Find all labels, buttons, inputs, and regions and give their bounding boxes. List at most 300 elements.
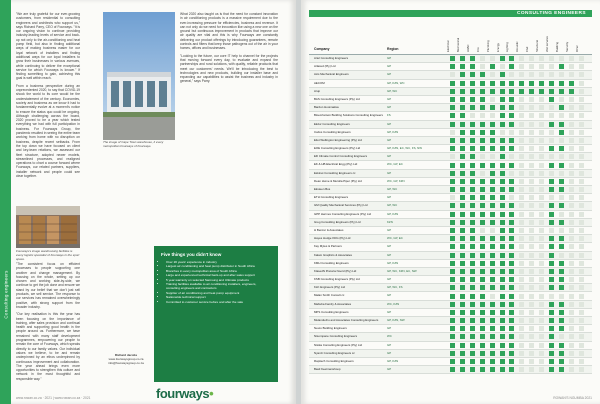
service-marker-filled xyxy=(509,367,514,372)
service-marker-empty xyxy=(569,56,574,61)
service-marker-empty xyxy=(549,64,554,69)
service-marker-empty xyxy=(529,343,534,348)
service-marker-filled xyxy=(470,236,475,241)
service-marker-filled xyxy=(559,269,564,274)
service-marker-empty xyxy=(490,294,495,299)
service-marker-empty xyxy=(569,236,574,241)
service-marker-filled xyxy=(470,146,475,151)
service-marker-empty xyxy=(519,351,524,356)
service-marker-empty xyxy=(569,269,574,274)
service-column-header: Acoustic xyxy=(515,41,520,52)
service-marker-empty xyxy=(529,146,534,151)
service-marker-empty xyxy=(529,179,534,184)
paragraph: From a business perspective during an unprecedented 2020, to say that COVID-19 shook the world to its core would be the understatement of the century. Economies, society and business as we know it had to fundamentally evolve at a moment's notice to ensure the status quo could be ongoing. Although challenging across the board, 2020 proved to be a year which tested everything we had with full participation in business. For Fourways Group, the pandemic resulted in seeing the entire team working from home with no disruption on business, despite recent setbacks. From the top down we have focused on client and key-team relations, we assessed our fleet structure, adopted newer models, streamlined processes, and realigned operations to chart a course forward where Fourways, our related partners, suppliers, installer network and people could see clear together. xyxy=(16,83,80,178)
service-marker-empty xyxy=(529,203,534,208)
service-marker-empty xyxy=(579,105,584,110)
service-marker-filled xyxy=(480,122,485,127)
service-marker-empty xyxy=(450,130,455,135)
company-name: Ekdur Consulting Engineers xyxy=(314,121,350,126)
service-marker-empty xyxy=(569,203,574,208)
company-name: GM Quality Mechanical Services (Pty) Ltd xyxy=(314,203,368,208)
service-marker-filled xyxy=(509,113,514,118)
service-marker-filled xyxy=(490,253,495,258)
service-marker-filled xyxy=(470,122,475,127)
fact-item: • Committed to customer service before and after the sale xyxy=(166,300,271,304)
service-marker-empty xyxy=(500,130,505,135)
service-marker-filled xyxy=(470,89,475,94)
service-marker-empty xyxy=(549,154,554,159)
article-column-3 xyxy=(180,12,278,87)
service-marker-filled xyxy=(460,228,465,233)
fact-box xyxy=(154,246,278,382)
service-marker-filled xyxy=(549,81,554,86)
service-marker-empty xyxy=(529,244,534,249)
service-marker-empty xyxy=(549,228,554,233)
contact-name: Richard Jacobs xyxy=(114,353,138,357)
left-page xyxy=(0,0,296,404)
service-marker-empty xyxy=(519,310,524,315)
service-marker-filled xyxy=(460,203,465,208)
service-marker-filled xyxy=(480,285,485,290)
service-marker-filled xyxy=(500,89,505,94)
service-marker-filled xyxy=(509,351,514,356)
fact-item: • Branches in every metropolitan area of South Africa xyxy=(166,269,271,273)
service-marker-filled xyxy=(500,97,505,102)
service-marker-filled xyxy=(500,277,505,282)
service-marker-empty xyxy=(559,72,564,77)
table-row xyxy=(309,170,592,178)
table-row xyxy=(309,55,592,63)
service-marker-empty xyxy=(519,334,524,339)
company-region: GP xyxy=(387,342,392,347)
service-marker-filled xyxy=(549,367,554,372)
company-name: Eliot Wellington Engineering (Pty) Ltd xyxy=(314,137,362,142)
service-marker-filled xyxy=(549,146,554,151)
service-marker-filled xyxy=(500,236,505,241)
service-marker-empty xyxy=(569,318,574,323)
service-marker-filled xyxy=(559,122,564,127)
service-marker-filled xyxy=(450,310,455,315)
service-marker-filled xyxy=(450,294,455,299)
service-marker-empty xyxy=(529,367,534,372)
service-marker-empty xyxy=(579,334,584,339)
service-marker-filled xyxy=(549,302,554,307)
service-marker-filled xyxy=(450,269,455,274)
service-marker-empty xyxy=(539,187,544,192)
service-marker-filled xyxy=(480,89,485,94)
article-column-1-lower xyxy=(16,262,80,384)
service-marker-filled xyxy=(500,253,505,258)
company-region: WC, GP, EC xyxy=(387,236,403,241)
table-row xyxy=(309,129,592,137)
service-marker-filled xyxy=(480,261,485,266)
service-marker-empty xyxy=(579,351,584,356)
service-marker-filled xyxy=(480,359,485,364)
service-marker-filled xyxy=(559,318,564,323)
service-marker-filled xyxy=(559,351,564,356)
service-marker-filled xyxy=(470,277,475,282)
table-row xyxy=(309,252,592,260)
service-marker-empty xyxy=(519,203,524,208)
service-marker-filled xyxy=(470,203,475,208)
service-marker-filled xyxy=(509,269,514,274)
service-marker-empty xyxy=(529,310,534,315)
service-marker-empty xyxy=(539,269,544,274)
service-marker-empty xyxy=(569,146,574,151)
table-row xyxy=(309,227,592,235)
service-marker-empty xyxy=(529,72,534,77)
service-marker-filled xyxy=(460,359,465,364)
service-marker-filled xyxy=(490,187,495,192)
service-marker-empty xyxy=(519,146,524,151)
service-marker-filled xyxy=(480,203,485,208)
service-marker-filled xyxy=(480,294,485,299)
right-page xyxy=(301,0,600,404)
service-marker-filled xyxy=(509,277,514,282)
service-marker-filled xyxy=(549,122,554,127)
service-marker-filled xyxy=(500,122,505,127)
table-row xyxy=(309,202,592,210)
company-region: GP xyxy=(387,137,392,142)
service-marker-filled xyxy=(460,326,465,331)
service-marker-empty xyxy=(519,72,524,77)
service-marker-filled xyxy=(490,138,495,143)
paragraph: "Looking to the future, our core IT help to channel for the projects that moving forward every day, to evaluate and expand the partnerships and rural solutions, with quality, reliable products that meet our customers' needs. We'll be introducing the best to technologies and new products, building our installer base and expanding our capabilities to assist the business and industry in general," says Parry. xyxy=(180,53,278,84)
service-marker-filled xyxy=(509,56,514,61)
table-row xyxy=(309,211,592,219)
service-marker-filled xyxy=(490,212,495,217)
service-marker-filled xyxy=(500,138,505,143)
service-marker-filled xyxy=(470,97,475,102)
service-marker-empty xyxy=(579,89,584,94)
building-caption: The image of Cape Town warehouse, it every metropolitan Fourways of Fourways. xyxy=(103,140,164,148)
service-marker-empty xyxy=(529,138,534,143)
service-marker-empty xyxy=(480,64,485,69)
company-region: WC xyxy=(387,334,392,339)
service-marker-filled xyxy=(549,187,554,192)
service-marker-filled xyxy=(480,163,485,168)
service-marker-filled xyxy=(559,187,564,192)
company-name: KLK Engineers (Pty) Ltd xyxy=(314,285,346,290)
company-region: GP xyxy=(387,154,392,159)
service-marker-empty xyxy=(529,195,534,200)
company-name: Neuro Building Engineers xyxy=(314,326,347,331)
service-marker-filled xyxy=(460,334,465,339)
service-marker-filled xyxy=(490,318,495,323)
table-row xyxy=(309,194,592,202)
company-region: GP, KZN xyxy=(387,211,399,216)
service-marker-filled xyxy=(470,269,475,274)
table-row xyxy=(309,137,592,145)
service-marker-filled xyxy=(509,334,514,339)
service-marker-filled xyxy=(559,261,564,266)
table-row xyxy=(309,186,592,194)
service-marker-filled xyxy=(480,236,485,241)
service-marker-empty xyxy=(509,154,514,159)
service-marker-filled xyxy=(450,253,455,258)
service-marker-empty xyxy=(539,220,544,225)
service-marker-filled xyxy=(460,269,465,274)
service-marker-filled xyxy=(450,334,455,339)
service-marker-filled xyxy=(569,81,574,86)
service-column-header: Building xyxy=(554,42,559,52)
service-marker-filled xyxy=(480,72,485,77)
service-marker-empty xyxy=(569,334,574,339)
service-marker-empty xyxy=(529,351,534,356)
paragraph: "The consistent focus on efficient processes to people supporting one another and change management. By focusing on the whole, setting up our chosen and working side-by-side, we continue to get the job done and ensure we stand by our belief that we don't just sell products, we sell service. The response to our services has remained overwhelmingly positive, with strong support from the broader industry. xyxy=(16,262,80,309)
service-marker-empty xyxy=(539,318,544,323)
service-marker-filled xyxy=(490,163,495,168)
service-marker-empty xyxy=(559,334,564,339)
service-marker-empty xyxy=(549,294,554,299)
service-marker-empty xyxy=(569,72,574,77)
service-marker-filled xyxy=(450,163,455,168)
service-marker-filled xyxy=(470,359,475,364)
company-header: Company xyxy=(314,47,330,51)
building-photo xyxy=(103,12,175,140)
service-marker-filled xyxy=(500,203,505,208)
company-region: GP, KZN, NW xyxy=(387,318,405,322)
service-marker-empty xyxy=(579,163,584,168)
company-name: Eksteen Bos xyxy=(314,187,331,191)
service-marker-empty xyxy=(569,261,574,266)
company-region: GP xyxy=(387,244,392,249)
service-marker-filled xyxy=(549,269,554,274)
service-marker-filled xyxy=(490,261,495,266)
service-marker-filled xyxy=(490,310,495,315)
service-marker-filled xyxy=(450,212,455,217)
service-marker-empty xyxy=(569,253,574,258)
service-marker-empty xyxy=(519,97,524,102)
service-marker-filled xyxy=(480,81,485,86)
service-marker-empty xyxy=(579,171,584,176)
service-marker-empty xyxy=(519,285,524,290)
company-name: KMH Consulting Engineers xyxy=(314,260,349,265)
service-marker-filled xyxy=(509,318,514,323)
company-region: GP, WC xyxy=(387,88,398,93)
table-row xyxy=(309,276,592,284)
service-marker-filled xyxy=(490,334,495,339)
service-marker-filled xyxy=(460,56,465,61)
service-marker-empty xyxy=(529,359,534,364)
service-marker-filled xyxy=(480,326,485,331)
service-marker-empty xyxy=(450,72,455,77)
company-name: Bardon Hooimaksa xyxy=(314,105,339,110)
table-row xyxy=(309,317,592,325)
service-marker-filled xyxy=(450,285,455,290)
table-row xyxy=(309,366,592,374)
service-marker-filled xyxy=(490,89,495,94)
section-bar xyxy=(309,10,592,17)
service-marker-filled xyxy=(450,326,455,331)
service-marker-filled xyxy=(460,294,465,299)
service-marker-empty xyxy=(529,285,534,290)
service-marker-empty xyxy=(529,334,534,339)
service-marker-empty xyxy=(529,122,534,127)
service-marker-empty xyxy=(509,72,514,77)
service-marker-empty xyxy=(539,138,544,143)
service-marker-filled xyxy=(450,302,455,307)
service-marker-empty xyxy=(529,261,534,266)
service-marker-empty xyxy=(519,187,524,192)
service-marker-empty xyxy=(569,195,574,200)
service-marker-filled xyxy=(549,203,554,208)
company-region: GP xyxy=(387,350,392,355)
service-marker-empty xyxy=(579,122,584,127)
service-marker-filled xyxy=(500,163,505,168)
service-marker-filled xyxy=(569,89,574,94)
service-marker-empty xyxy=(519,269,524,274)
service-marker-filled xyxy=(500,326,505,331)
service-marker-filled xyxy=(519,89,524,94)
service-marker-filled xyxy=(470,351,475,356)
service-marker-filled xyxy=(460,179,465,184)
service-marker-filled xyxy=(549,334,554,339)
service-marker-filled xyxy=(559,179,564,184)
service-marker-filled xyxy=(450,122,455,127)
service-marker-filled xyxy=(509,81,514,86)
service-marker-empty xyxy=(539,97,544,102)
service-marker-filled xyxy=(450,277,455,282)
service-marker-filled xyxy=(559,220,564,225)
service-marker-filled xyxy=(460,212,465,217)
service-marker-filled xyxy=(509,261,514,266)
service-marker-filled xyxy=(559,359,564,364)
service-marker-filled xyxy=(500,334,505,339)
service-marker-empty xyxy=(579,244,584,249)
company-region: GP xyxy=(387,72,392,77)
service-marker-filled xyxy=(509,203,514,208)
company-name: Axis Mechanical Engineers xyxy=(314,72,349,77)
service-marker-empty xyxy=(490,154,495,159)
table-row xyxy=(309,292,592,300)
service-marker-filled xyxy=(559,105,564,110)
service-marker-filled xyxy=(500,220,505,225)
service-marker-filled xyxy=(509,64,514,69)
service-marker-filled xyxy=(509,89,514,94)
fact-item: • Largest air conditioning and heat pump distributor in South Africa xyxy=(166,264,271,268)
service-marker-filled xyxy=(509,146,514,151)
service-marker-filled xyxy=(549,351,554,356)
service-marker-empty xyxy=(490,113,495,118)
company-name: Mabuba Family & Associates xyxy=(314,301,352,306)
company-region: GP, KZN xyxy=(387,129,399,134)
company-region: GP, WC xyxy=(387,187,398,191)
service-marker-filled xyxy=(460,343,465,348)
service-marker-filled xyxy=(559,203,564,208)
service-marker-filled xyxy=(559,236,564,241)
service-marker-filled xyxy=(460,236,465,241)
company-region: GP xyxy=(387,64,392,69)
service-marker-empty xyxy=(579,203,584,208)
service-column-header: Plumbing xyxy=(485,40,490,52)
service-marker-filled xyxy=(539,89,544,94)
service-marker-empty xyxy=(549,130,554,135)
service-marker-filled xyxy=(490,203,495,208)
service-marker-empty xyxy=(579,253,584,258)
table-row xyxy=(309,153,592,161)
service-marker-filled xyxy=(450,228,455,233)
contact-block xyxy=(104,354,148,365)
company-name: KlasedN Pretoria Noord (Pty) Ltd xyxy=(314,268,357,273)
service-marker-empty xyxy=(519,343,524,348)
service-marker-empty xyxy=(569,212,574,217)
service-marker-filled xyxy=(490,179,495,184)
service-marker-empty xyxy=(519,367,524,372)
service-marker-empty xyxy=(490,228,495,233)
company-name: BAS Consulting Engineers (Pty) Ltd xyxy=(314,96,360,101)
service-marker-empty xyxy=(559,56,564,61)
service-marker-filled xyxy=(549,236,554,241)
service-marker-filled xyxy=(470,302,475,307)
service-marker-filled xyxy=(460,138,465,143)
service-marker-filled xyxy=(460,105,465,110)
service-marker-filled xyxy=(500,343,505,348)
service-marker-empty xyxy=(549,72,554,77)
company-name: Eskinet Consulting Engineers cc xyxy=(314,170,356,175)
fact-item: • Nationwide technical support xyxy=(166,295,271,299)
service-marker-empty xyxy=(569,64,574,69)
service-marker-filled xyxy=(460,318,465,323)
company-name: Ariel Consulting Engineers xyxy=(314,56,349,60)
service-column-header: Other xyxy=(574,45,579,52)
service-marker-filled xyxy=(480,244,485,249)
service-marker-filled xyxy=(470,163,475,168)
service-marker-empty xyxy=(569,277,574,282)
service-marker-empty xyxy=(519,105,524,110)
service-marker-filled xyxy=(450,179,455,184)
service-marker-filled xyxy=(509,236,514,241)
service-marker-filled xyxy=(490,236,495,241)
service-marker-filled xyxy=(480,310,485,315)
service-marker-empty xyxy=(519,294,524,299)
service-marker-empty xyxy=(450,154,455,159)
service-marker-filled xyxy=(500,72,505,77)
service-marker-empty xyxy=(480,56,485,61)
company-name: Rapitech Consulting Engineers xyxy=(314,358,354,363)
service-marker-empty xyxy=(529,212,534,217)
contact-email[interactable]: info@fourwaysgroup.co.za xyxy=(108,360,144,365)
company-region: GP xyxy=(387,56,392,60)
service-marker-filled xyxy=(559,64,564,69)
service-marker-empty xyxy=(529,220,534,225)
service-marker-empty xyxy=(579,146,584,151)
table-row xyxy=(309,268,592,276)
service-marker-filled xyxy=(490,220,495,225)
company-region: GP, WC, FS xyxy=(387,285,403,290)
service-marker-empty xyxy=(569,228,574,233)
service-marker-empty xyxy=(519,220,524,225)
service-marker-empty xyxy=(549,195,554,200)
service-marker-empty xyxy=(579,195,584,200)
service-marker-empty xyxy=(579,236,584,241)
service-marker-filled xyxy=(480,220,485,225)
service-marker-empty xyxy=(579,113,584,118)
service-marker-empty xyxy=(519,195,524,200)
service-marker-filled xyxy=(450,359,455,364)
table-body xyxy=(309,55,592,374)
service-column-header: Security xyxy=(564,41,569,52)
paragraph: What 2020 also taught us is that the need for constant innovation in air conditioning products is a massive requirement due to the ever-increasing pressure for efficiencies, business and revenue. It can not only do we need for innovation like using a new one on the ground but continuous improvement in products that improve our air quality are vital and this is why Fourways are constantly delivering our product offerings by introducing guarantees, remote controls and filters that keep those pathogens out of the air in your homes, offices and businesses. xyxy=(180,12,278,51)
contact-web[interactable]: www.fourwaysgroup.co.za xyxy=(108,356,144,361)
company-name: ETH Consulting Engineers xyxy=(314,195,349,200)
company-region: GP xyxy=(387,326,392,331)
service-marker-empty xyxy=(559,113,564,118)
company-name: Kalam Graphics & Associates xyxy=(314,252,352,257)
service-marker-filled xyxy=(460,220,465,225)
service-marker-filled xyxy=(490,269,495,274)
service-marker-empty xyxy=(529,105,534,110)
